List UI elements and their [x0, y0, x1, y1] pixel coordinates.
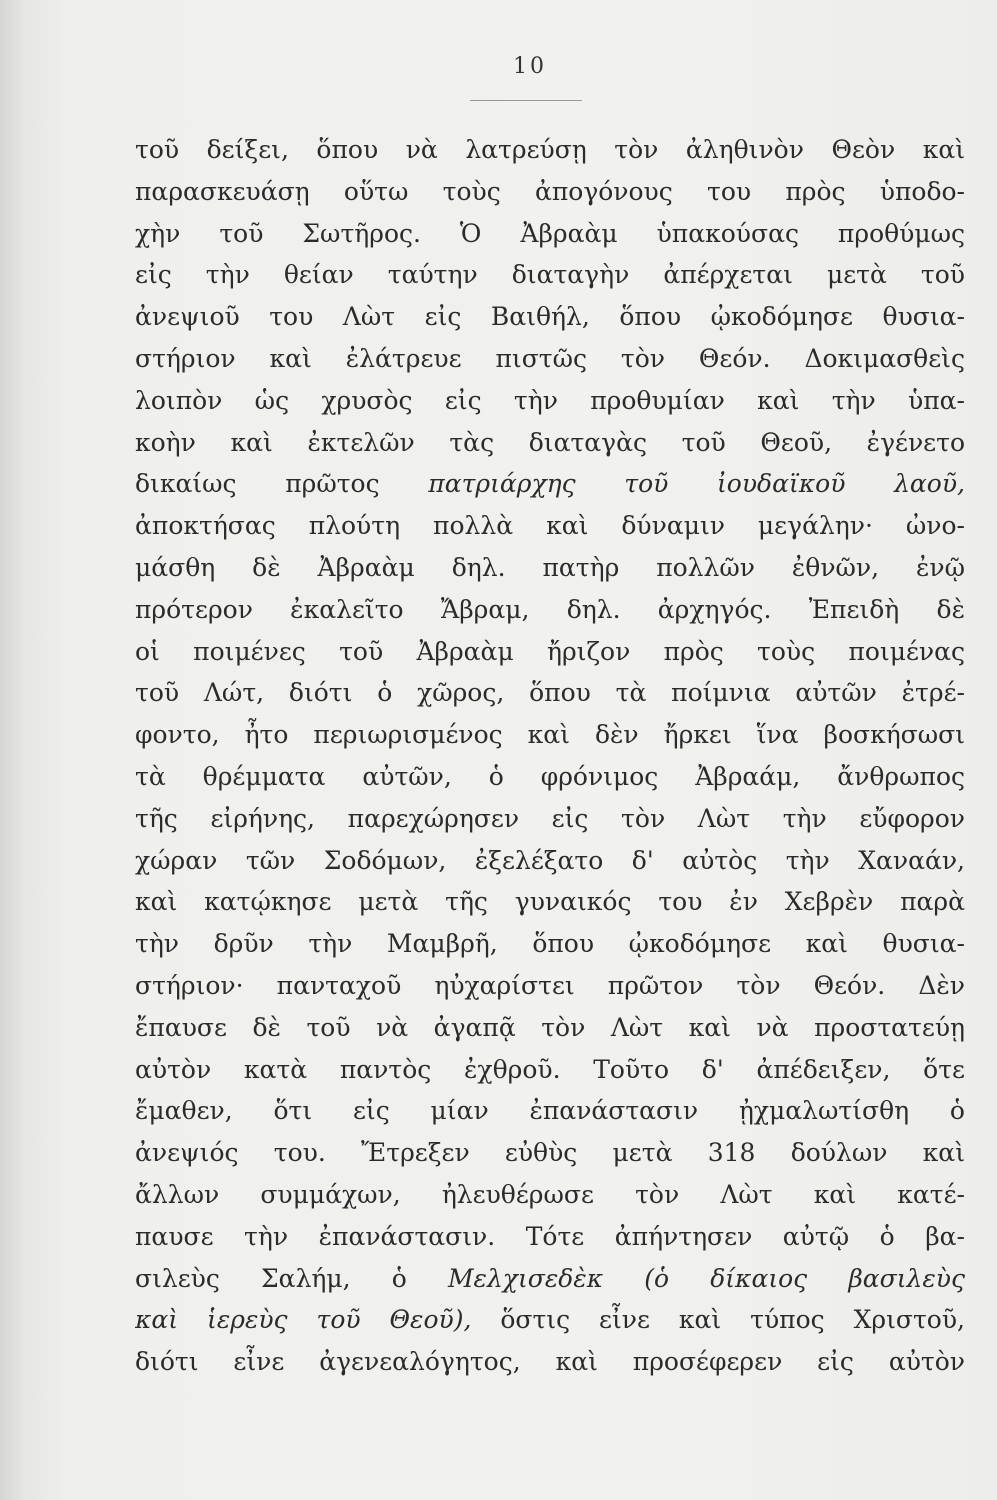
text-line: χὴν τοῦ Σωτῆρος. Ὁ Ἀβραὰμ ὑπακούσας προθύμως — [135, 218, 965, 248]
text-line: πρότερον ἐκαλεῖτο Ἄβραμ, δηλ. ἀρχηγός. Ἐπειδὴ δὲ — [135, 594, 965, 624]
header-rule — [470, 100, 582, 101]
text-line: κοὴν καὶ ἐκτελῶν τὰς διαταγὰς τοῦ Θεοῦ, ἐγένετο — [135, 427, 965, 457]
text-line: παυσε τὴν ἐπανάστασιν. Τότε ἀπήντησεν αὐτῷ ὁ βα- — [135, 1221, 965, 1251]
text-segment: δικαίως πρῶτος — [135, 469, 380, 499]
text-line: αὐτὸν κατὰ παντὸς ἐχθροῦ. Τοῦτο δ' ἀπέδειξεν, ὅτε — [135, 1054, 965, 1084]
text-segment: σιλεὺς Σαλήμ, ὁ — [135, 1263, 407, 1293]
text-line: λοιπὸν ὡς χρυσὸς εἰς τὴν προθυμίαν καὶ τὴν ὑπα- — [135, 385, 965, 415]
text-line: εἰς τὴν θείαν ταύτην διαταγὴν ἀπέρχεται μετὰ τοῦ — [135, 260, 965, 290]
page-number: 10 — [513, 54, 547, 79]
text-line: ἀνεψιός του. Ἔτρεξεν εὐθὺς μετὰ 318 δούλων καὶ — [135, 1138, 965, 1168]
text-segment: ὅστις εἶνε καὶ τύπος Χριστοῦ, — [500, 1305, 965, 1335]
body-text — [135, 129, 965, 1383]
text-line: στήριον καὶ ἐλάτρευε πιστῶς τὸν Θεόν. Δοκιμασθεὶς — [135, 343, 965, 373]
text-line — [135, 1299, 965, 1341]
text-line: στήριον· πανταχοῦ ηὐχαρίστει πρῶτον τὸν Θεόν. Δὲν — [135, 970, 965, 1000]
italic-text: Μελχισεδὲκ (ὁ δίκαιος βασιλεὺς — [447, 1263, 965, 1293]
text-line: καὶ κατῴκησε μετὰ τῆς γυναικός του ἐν Χεβρὲν παρὰ — [135, 887, 965, 917]
text-line: ἔπαυσε δὲ τοῦ νὰ ἀγαπᾷ τὸν Λὼτ καὶ νὰ προστατεύῃ — [135, 1012, 965, 1042]
text-line: τοῦ Λώτ, διότι ὁ χῶρος, ὅπου τὰ ποίμνια αὐτῶν ἐτρέ- — [135, 678, 965, 708]
text-line: ἀποκτήσας πλούτη πολλὰ καὶ δύναμιν μεγάλην· ὠνο- — [135, 511, 965, 541]
text-line: ἔμαθεν, ὅτι εἰς μίαν ἐπανάστασιν ᾐχμαλωτίσθη ὁ — [135, 1096, 965, 1126]
text-line: παρασκευάσῃ οὕτω τοὺς ἀπογόνους του πρὸς ὑποδο- — [135, 176, 965, 206]
text-line: τῆς εἰρήνης, παρεχώρησεν εἰς τὸν Λὼτ τὴν εὔφορον — [135, 803, 965, 833]
text-line — [135, 1258, 965, 1300]
text-line: οἱ ποιμένες τοῦ Ἀβραὰμ ἤριζον πρὸς τοὺς ποιμένας — [135, 636, 965, 666]
text-line: χώραν τῶν Σοδόμων, ἐξελέξατο δ' αὐτὸς τὴν Χαναάν, — [135, 845, 965, 875]
text-line: τὰ θρέμματα αὐτῶν, ὁ φρόνιμος Ἀβραάμ, ἄνθρωπος — [135, 761, 965, 791]
text-line: ἀνεψιοῦ του Λὼτ εἰς Βαιθήλ, ὅπου ᾠκοδόμησε θυσια- — [135, 302, 965, 332]
text-line — [135, 463, 965, 505]
italic-text: πατριάρχης τοῦ ἰουδαϊκοῦ λαοῦ, — [428, 469, 965, 499]
italic-text: καὶ ἱερεὺς τοῦ Θεοῦ), — [135, 1305, 472, 1335]
text-line: διότι εἶνε ἀγενεαλόγητος, καὶ προσέφερεν εἰς αὐτὸν — [135, 1347, 965, 1377]
text-line: ἄλλων συμμάχων, ἠλευθέρωσε τὸν Λὼτ καὶ κατέ- — [135, 1179, 965, 1209]
text-line: φοντο, ἦτο περιωρισμένος καὶ δὲν ἤρκει ἵνα βοσκήσωσι — [135, 720, 965, 750]
text-line: τοῦ δείξει, ὅπου νὰ λατρεύσῃ τὸν ἀληθινὸν Θεὸν καὶ — [135, 135, 965, 164]
text-line: μάσθη δὲ Ἀβραὰμ δηλ. πατὴρ πολλῶν ἐθνῶν, ἐνῷ — [135, 552, 965, 582]
text-line: τὴν δρῦν τὴν Μαμβρῆ, ὅπου ᾠκοδόμησε καὶ θυσια- — [135, 929, 965, 959]
